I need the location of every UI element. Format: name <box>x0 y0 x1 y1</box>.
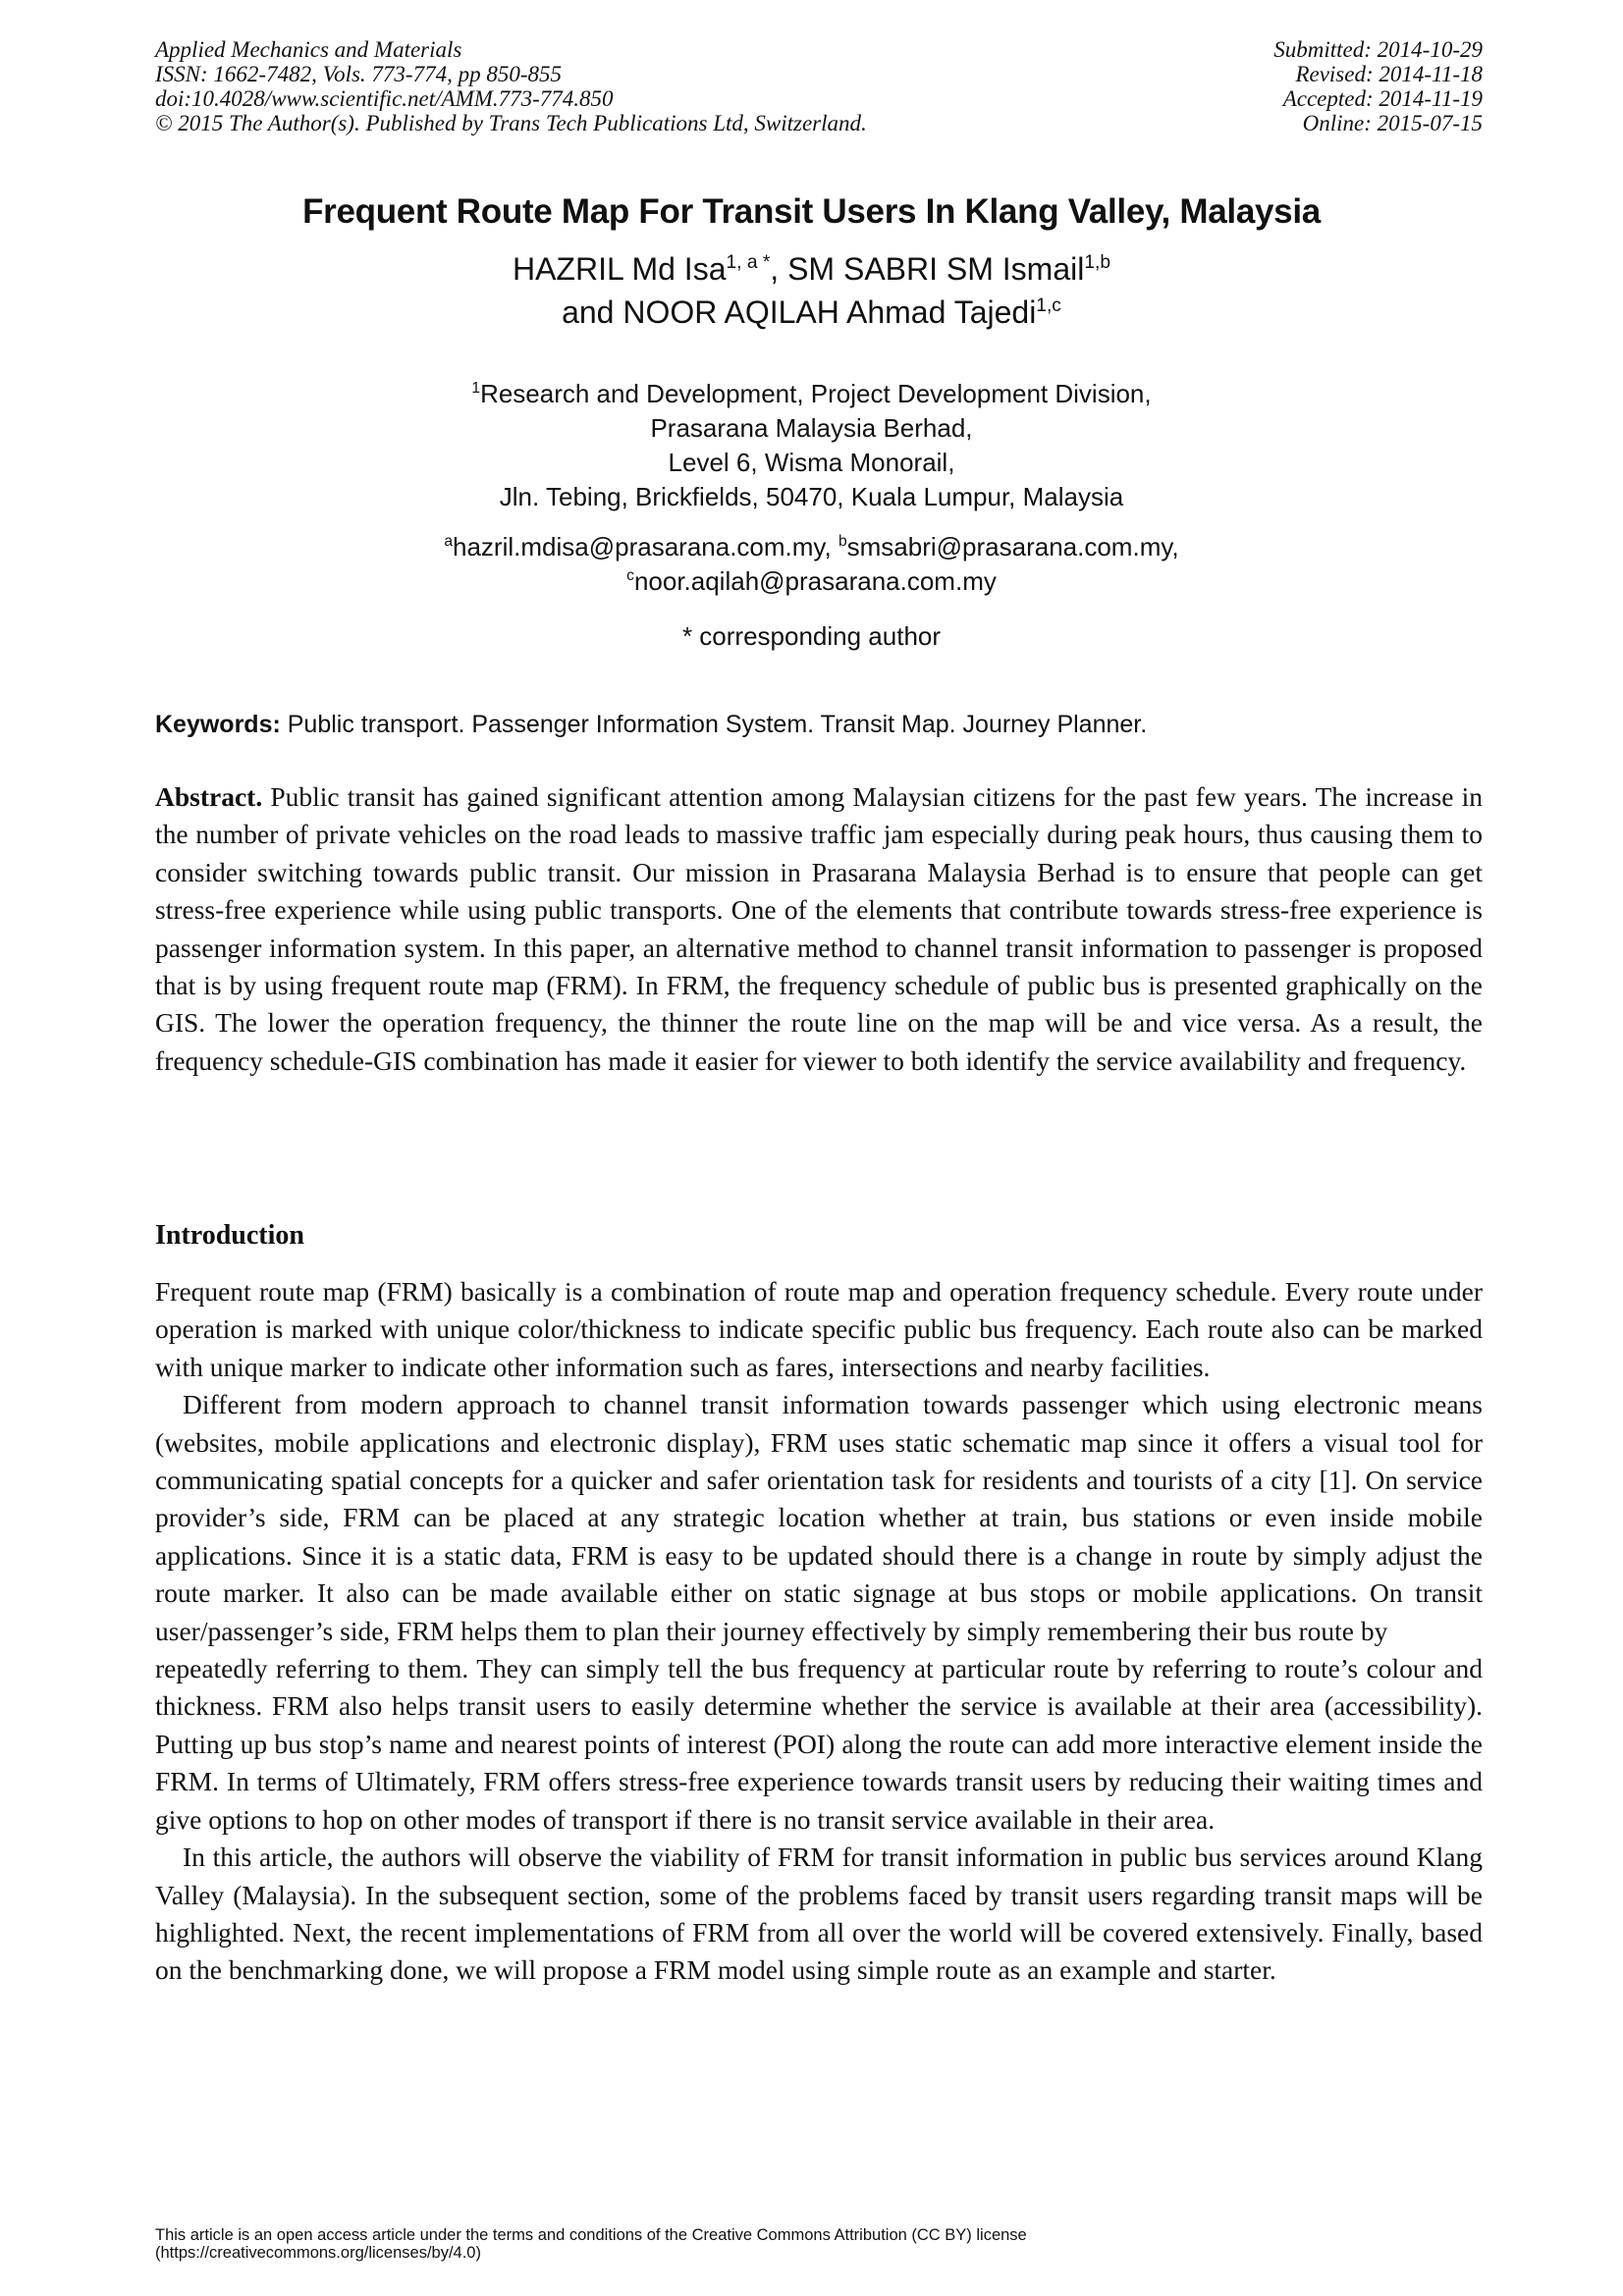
email-mark: b <box>838 533 847 550</box>
license-url[interactable]: (https://creativecommons.org/licenses/by/4.0) <box>155 2244 481 2262</box>
email-mark: a <box>444 533 454 550</box>
author-emails <box>0 530 1623 599</box>
email-mark: c <box>626 567 634 584</box>
affiliation-line: Jln. Tebing, Brickfields, 50470, Kuala Lumpur, Malaysia <box>499 482 1124 511</box>
author-name: NOOR AQILAH Ahmad Tajedi <box>622 294 1037 330</box>
section-heading-introduction: Introduction <box>155 1220 304 1251</box>
paragraph: In this article, the authors will observe the viability of FRM for transit information in public bus services around Klang Valley (Malaysia). In the subsequent section, some of the problems faced by transit users regarding transit maps will be highlighted. Next, the recent implementations of FRM from all over the world will be covered extensively. Finally, based on the benchmarking done, we will propose a FRM model using simple route as an example and starter. <box>155 1842 1483 1986</box>
author-list <box>0 247 1623 334</box>
revised-date: Revised: 2014-11-18 <box>1295 62 1483 86</box>
online-date: Online: 2015-07-15 <box>1302 111 1483 135</box>
author-affiliation-mark: 1,b <box>1084 252 1111 273</box>
abstract <box>155 778 1483 1080</box>
affiliation-line: Level 6, Wisma Monorail, <box>668 448 955 477</box>
author-conjunction: and <box>562 294 623 330</box>
doi: doi:10.4028/www.scientific.net/AMM.773-774.850 <box>155 86 614 111</box>
affiliation <box>0 377 1623 514</box>
affiliation-line: Prasarana Malaysia Berhad, <box>650 413 973 443</box>
separator: , <box>770 251 788 287</box>
submitted-date: Submitted: 2014-10-29 <box>1273 37 1483 62</box>
journal-info <box>155 37 867 135</box>
separator: , <box>1171 532 1179 561</box>
author-line-2 <box>0 291 1623 334</box>
paper-title: Frequent Route Map For Transit Users In Klang Valley, Malaysia <box>302 192 1321 231</box>
affiliation-line: Research and Development, Project Development Division, <box>480 379 1152 408</box>
email-link[interactable]: hazril.mdisa@prasarana.com.my <box>453 532 825 561</box>
abstract-label: Abstract. <box>155 781 263 812</box>
keywords-text: Public transport. Passenger Information System. Transit Map. Journey Planner. <box>280 711 1148 738</box>
issn: ISSN: 1662-7482, Vols. 773-774, pp 850-855 <box>155 62 562 86</box>
affiliation-mark: 1 <box>471 380 481 397</box>
keywords <box>155 711 1147 739</box>
email-link[interactable]: smsabri@prasarana.com.my <box>846 532 1172 561</box>
abstract-text: Public transit has gained significant attention among Malaysian citizens for the past few years. The increase in the number of private vehicles on the road leads to massive traffic jam especially during peak hours, thus causing them to consider switching towards public transit. Our mission in Prasarana Malaysia Berhad is to ensure that people can get stress-free experience while using public transports. One of the elements that contribute towards stress-free experience is passenger information system. In this paper, an alternative method to channel transit information to passenger is proposed that is by using frequent route map (FRM). In FRM, the frequency schedule of public bus is presented graphically on the GIS. The lower the operation frequency, the thinner the route line on the map will be and vice versa. As a result, the frequency schedule-GIS combination has made it easier for viewer to both identify the service availability and frequency. <box>155 781 1483 1076</box>
license-text: This article is an open access article under the terms and conditions of the Creative Commons Attribution (CC BY) license <box>155 2226 1027 2244</box>
publication-dates <box>1273 37 1483 135</box>
introduction-body <box>155 1273 1483 1990</box>
author-name: HAZRIL Md Isa <box>512 251 727 287</box>
author-line-1 <box>0 247 1623 291</box>
journal-name: Applied Mechanics and Materials <box>155 37 462 62</box>
corresponding-author-note: * corresponding author <box>681 621 942 651</box>
paragraph: Frequent route map (FRM) basically is a combination of route map and operation frequency schedule. Every route under operation is marked with unique color/thickness to indicate specific public bus frequency. Each route also can be marked with unique marker to indicate other information such as fares, intersections and nearby facilities. <box>155 1276 1483 1382</box>
separator: , <box>824 532 839 561</box>
license-footer <box>155 2226 1027 2262</box>
paragraph: repeatedly referring to them. They can simply tell the bus frequency at particular route by referring to route’s colour and thickness. FRM also helps transit users to easily determine whether the service is available at their area (accessibility). Putting up bus stop’s name and nearest points of interest (POI) along the route can add more interactive element inside the FRM. In terms of Ultimately, FRM offers stress-free experience towards transit users by reducing their waiting times and give options to hop on other modes of transport if there is no transit service available in their area. <box>155 1653 1483 1835</box>
paragraph: Different from modern approach to channel transit information towards passenger which using electronic means (websites, mobile applications and electronic display), FRM uses static schematic map since it offers a visual tool for communicating spatial concepts for a quicker and safer orientation task for residents and tourists of a city [1]. On service provider’s side, FRM can be placed at any strategic location whether at train, bus stations or even inside mobile applications. Since it is a static data, FRM is easy to be updated should there is a change in route by simply adjust the route marker. It also can be made available either on static signage at bus stops or mobile applications. On transit user/passenger’s side, FRM helps them to plan their journey effectively by simply remembering their bus route by <box>155 1389 1483 1646</box>
author-affiliation-mark: 1,c <box>1036 295 1061 316</box>
copyright: © 2015 The Author(s). Published by Trans Tech Publications Ltd, Switzerland. <box>155 111 867 135</box>
keywords-label: Keywords: <box>155 711 281 738</box>
email-link[interactable]: noor.aqilah@prasarana.com.my <box>633 566 997 596</box>
accepted-date: Accepted: 2014-11-19 <box>1282 86 1483 111</box>
author-name: SM SABRI SM Ismail <box>787 251 1085 287</box>
author-affiliation-mark: 1, a * <box>726 252 771 273</box>
